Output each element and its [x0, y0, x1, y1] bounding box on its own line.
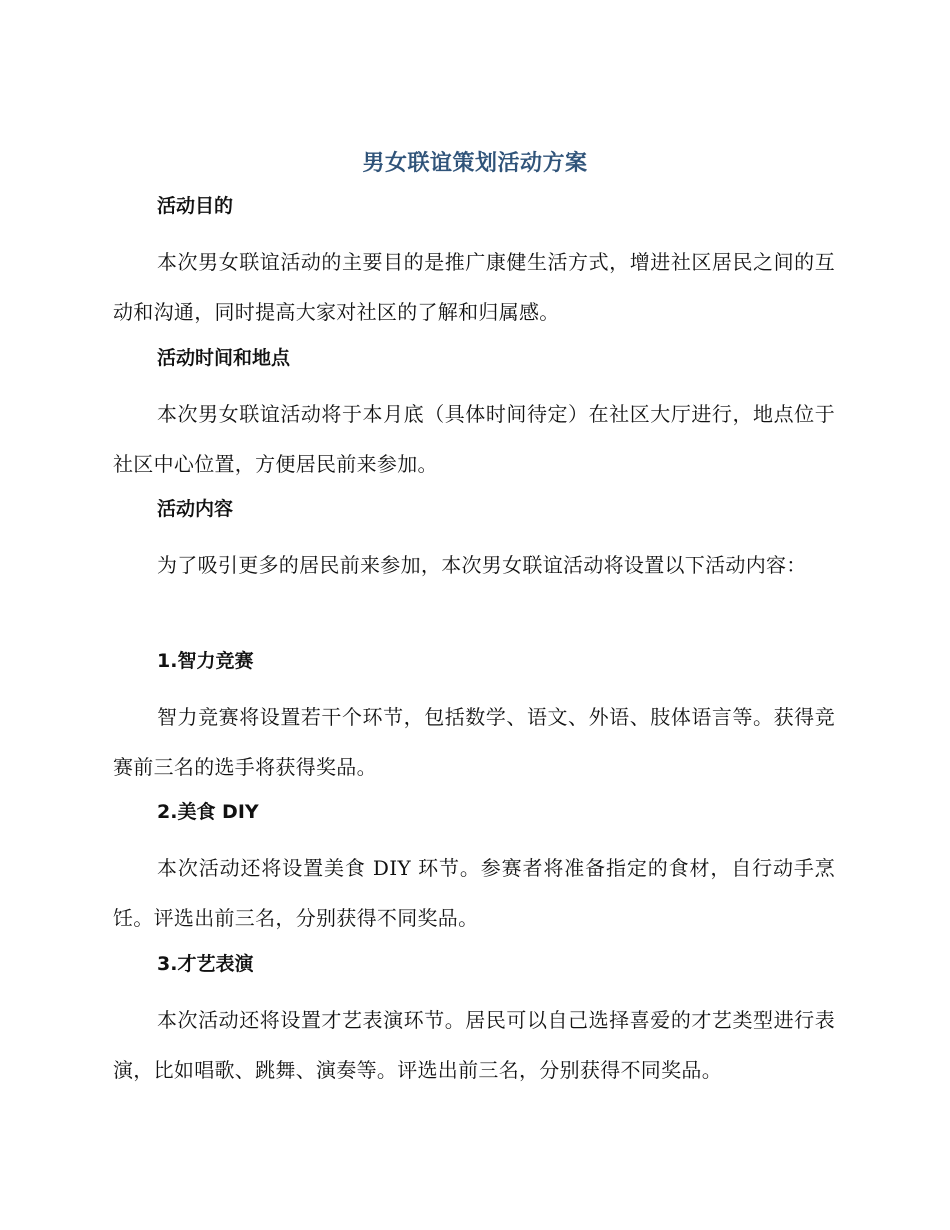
section-heading-content: 活动内容 [157, 498, 234, 520]
section-heading-quiz: 1.智力竞赛 [157, 650, 254, 672]
document-title: 男女联谊策划活动方案 [362, 151, 588, 176]
section-paragraph-quiz: 智力竞赛将设置若干个环节，包括数学、语文、外语、肢体语言等。获得竞赛前三名的选手将获得奖品。 [113, 705, 835, 779]
section-paragraph-content: 为了吸引更多的居民前来参加，本次男女联谊活动将设置以下活动内容： [157, 553, 807, 577]
section-paragraph-purpose: 本次男女联谊活动的主要目的是推广康健生活方式，增进社区居民之间的互动和沟通，同时提高大家对社区的了解和归属感。 [113, 250, 835, 324]
section-heading-time-place: 活动时间和地点 [157, 347, 291, 369]
section-paragraph-time-place: 本次男女联谊活动将于本月底（具体时间待定）在社区大厅进行，地点位于社区中心位置，方便居民前来参加。 [113, 402, 835, 476]
section-heading-food-diy: 2.美食 DIY [157, 801, 259, 823]
section-heading-purpose: 活动目的 [157, 195, 234, 217]
section-paragraph-food-diy: 本次活动还将设置美食 DIY 环节。参赛者将准备指定的食材，自行动手烹饪。评选出前三名，分别获得不同奖品。 [113, 856, 835, 930]
section-heading-talent-show: 3.才艺表演 [157, 953, 254, 975]
section-paragraph-talent-show: 本次活动还将设置才艺表演环节。居民可以自己选择喜爱的才艺类型进行表演，比如唱歌、跳舞、演奏等。评选出前三名，分别获得不同奖品。 [113, 1008, 835, 1082]
